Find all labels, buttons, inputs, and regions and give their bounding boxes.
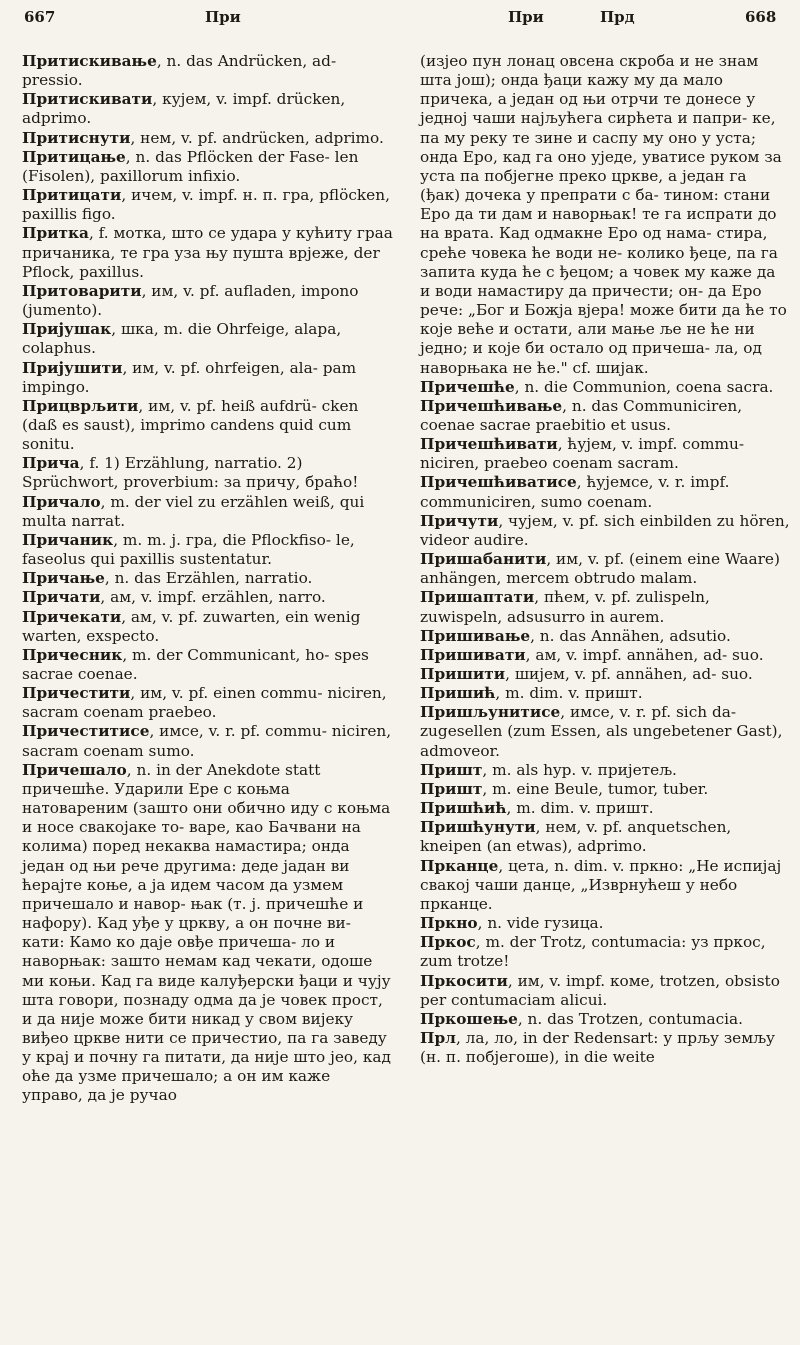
entry-body: , шијем, v. pf. annähen, ad- suo. xyxy=(505,665,753,683)
dictionary-entry xyxy=(22,148,394,186)
dictionary-entry xyxy=(22,684,394,722)
entry-body: , m. der Communicant, ho- spes sacrae coenae. xyxy=(22,645,369,683)
headword: Притиснути xyxy=(22,128,131,147)
headword: Пришљунитисе xyxy=(420,703,561,722)
dictionary-entry xyxy=(420,627,790,646)
entry-body: , n. das Annähen, adsutio. xyxy=(530,626,731,645)
headword: Притискивати xyxy=(22,90,153,109)
entry-body: (изјео пун лонац овсена скроба и не знам шта још); онда ђаци кажу му да мало причека, а један од њи отрчи те донесе у једној чаши најљућега сирћета и папри- ке, па му реку те зине и саспу му оно у уста; онда Еро, кад га оно уједе, уватисе руком за уста па побјегне преко цркве, а један га (ђак) дочека у препрати с ба- тином: стани Еро да ти дам и наворњак! те га испрати до на врата. Кад одмакне Еро од нама- стира, среће човека ће води не- колико ђеце, па га запита куда ће с ђецом; а човек му каже да и води намастиру да причести; он- да Еро рече: „Бог и Божја вјера! може бити да ће то које веће и остати, али мање ље не ће ни једно; и које би остало од причеша- ла, од наворњака не ће." cf. шијак. xyxy=(420,52,787,377)
entry-body: , шка, m. die Ohrfeige, alapa, colaphus. xyxy=(22,320,342,358)
entry-body: , имсе, v. r. pf. commu- niciren, sacram coenam sumo. xyxy=(22,722,392,760)
dictionary-entry xyxy=(22,52,394,90)
dictionary-entry xyxy=(22,129,394,148)
headword: Прканце xyxy=(420,856,499,875)
dictionary-entry xyxy=(420,512,790,550)
dictionary-entry xyxy=(420,799,790,818)
dictionary-entry xyxy=(420,550,790,588)
headword: Пришити xyxy=(420,665,506,683)
entry-body: , им, v. impf. коме, trotzen, obsisto per contumaciam alicui. xyxy=(420,971,780,1009)
headword: Пркос xyxy=(420,933,476,952)
headword: Пришћунути xyxy=(420,818,536,837)
entry-body: , m. dim. v. пришт. xyxy=(506,799,654,818)
header-left-catchword: При xyxy=(205,8,241,26)
entry-body: , n. das Erzählen, narratio. xyxy=(104,569,313,588)
dictionary-entry xyxy=(22,569,394,588)
headword: Пришивање xyxy=(420,626,531,645)
entry-body: , m. eine Beule, tumor, tuber. xyxy=(482,779,709,798)
entry-body: , n. das Trotzen, contumacia. xyxy=(517,1009,744,1028)
headword: Причешћивање xyxy=(420,396,563,415)
dictionary-entry xyxy=(22,588,394,607)
entry-body: , f. мотка, што се удара у кућиту граа причаника, те гра уза њу пушта врјеже, der Pflock, paxillus. xyxy=(22,224,393,281)
dictionary-entry xyxy=(420,857,790,914)
dictionary-entry xyxy=(22,761,394,1106)
entry-body: , кујем, v. impf. drücken, adprimo. xyxy=(22,90,346,128)
entry-body: , ам, v. pf. zuwarten, ein wenig warten, exspecto. xyxy=(22,607,361,645)
headword: Пришабанити xyxy=(420,550,547,569)
entry-body: , m. dim. v. пришт. xyxy=(495,684,643,703)
dictionary-entry xyxy=(22,90,394,128)
entry-body: , имсе, v. r. pf. sich da- zugesellen (zum Essen, als ungebetener Gast), admoveor. xyxy=(420,703,783,760)
entry-body: , ћујемсе, v. r. impf. communiciren, sumo coenam. xyxy=(420,473,730,511)
entry-body: , ам, v. impf. annähen, ad- suo. xyxy=(525,645,764,664)
entry-body: , им, v. pf. aufladen, impono (jumento). xyxy=(22,281,359,320)
headword: Пришић xyxy=(420,684,496,703)
entry-body: , n. vide гузица. xyxy=(477,914,604,933)
headword: Причало xyxy=(22,492,101,511)
headword: Причање xyxy=(22,569,105,588)
entry-body: , им, v. pf. (einem eine Waare) anhängen, mercem obtrudo malam. xyxy=(420,550,780,588)
headword: Пријушак xyxy=(22,320,112,339)
headword: Пријушити xyxy=(22,358,123,377)
entry-body: , ла, ло, in der Redensart: у прљу земљу (н. п. побјегоше), in die weite xyxy=(420,1028,776,1067)
dictionary-entry xyxy=(420,933,790,971)
headword: Пришт xyxy=(420,760,483,779)
headword: Причесник xyxy=(22,645,123,664)
dictionary-entry xyxy=(420,1010,790,1029)
dictionary-entry-continuation xyxy=(420,52,790,378)
entry-body: , n. das Communiciren, coenae sacrae praebitio et usus. xyxy=(420,396,743,434)
dictionary-entry xyxy=(420,780,790,799)
entry-body: , n. das Pflöcken der Fase- len (Fisolen), paxillorum infixio. xyxy=(22,147,359,185)
dictionary-entry xyxy=(420,473,790,511)
dictionary-entry xyxy=(420,378,790,397)
headword: Притицати xyxy=(22,186,122,205)
dictionary-entry xyxy=(22,454,394,492)
headword: Пришаптати xyxy=(420,588,535,607)
header-right-catchword-1: При xyxy=(508,8,544,26)
headword: Причешало xyxy=(22,760,127,779)
headword: Причаник xyxy=(22,530,114,549)
headword: Причати xyxy=(22,588,101,607)
entry-body: , n. das Andrücken, ad- pressio. xyxy=(22,52,337,90)
dictionary-entry xyxy=(420,665,790,684)
header-right-page-number: 668 xyxy=(745,8,777,26)
dictionary-entry xyxy=(22,646,394,684)
entry-body: , нем, v. pf. andrücken, adprimo. xyxy=(130,128,384,147)
headword: Причестити xyxy=(22,684,131,703)
dictionary-entry xyxy=(22,397,394,454)
entry-body: , m. der viel zu erzählen weiß, qui multa narrat. xyxy=(22,492,365,530)
entry-body: , пћем, v. pf. zulispeln, zuwispeln, adsusurro in aurem. xyxy=(420,588,710,626)
left-column xyxy=(22,52,394,1106)
headword: Пришћић xyxy=(420,799,507,818)
dictionary-entry xyxy=(22,359,394,397)
dictionary-entry xyxy=(420,435,790,473)
dictionary-entry xyxy=(420,588,790,626)
dictionary-entry xyxy=(22,282,394,320)
headword: Пришт xyxy=(420,779,483,798)
dictionary-entry xyxy=(420,1029,790,1067)
dictionary-entry xyxy=(420,703,790,760)
dictionary-entry xyxy=(420,818,790,856)
headword: Пркошење xyxy=(420,1009,518,1028)
headword: Прицврљити xyxy=(22,396,139,415)
headword: Пришивати xyxy=(420,645,526,664)
headword: Пркосити xyxy=(420,971,508,990)
entry-body: , ичем, v. impf. н. п. гра, pflöcken, paxillis figo. xyxy=(22,186,390,224)
entry-body: , чујем, v. pf. sich einbilden zu hören, videor audire. xyxy=(420,511,790,549)
entry-body: , ам, v. impf. erzählen, narro. xyxy=(100,588,326,607)
dictionary-entry xyxy=(420,914,790,933)
headword: Причешћивати xyxy=(420,435,558,454)
dictionary-entry xyxy=(22,224,394,281)
dictionary-entry xyxy=(420,646,790,665)
headword: Притискивање xyxy=(22,52,157,70)
entry-body: , цета, n. dim. v. пркно: „Не испијај свакој чаши данце, „Изврнућеш у небо прканце. xyxy=(420,856,782,913)
entry-body: , m. m. j. гра, die Pflockfiso- le, faseolus qui paxillis sustentatur. xyxy=(22,530,355,569)
headword: Притицање xyxy=(22,147,126,166)
entry-body: , n. die Communion, coena sacra. xyxy=(514,377,774,396)
dictionary-entry xyxy=(420,761,790,780)
dictionary-entry xyxy=(22,493,394,531)
headword: Пркно xyxy=(420,914,478,933)
dictionary-entry xyxy=(420,684,790,703)
headword: Прича xyxy=(22,454,80,473)
dictionary-entry xyxy=(420,397,790,435)
dictionary-entry xyxy=(22,320,394,358)
entry-body: , f. 1) Erzählung, narratio. 2) Sprüchwort, proverbium: за причу, браћо! xyxy=(22,454,359,492)
entry-body: , им, v. pf. einen commu- niciren, sacram coenam praebeo. xyxy=(22,684,387,722)
right-column xyxy=(420,52,790,1067)
headword: Притка xyxy=(22,224,89,243)
dictionary-entry xyxy=(420,972,790,1010)
headword: Причути xyxy=(420,511,499,530)
header-left-page-number: 667 xyxy=(24,8,56,26)
entry-body: , нем, v. pf. anquetschen, kneipen (an etwas), adprimo. xyxy=(420,818,732,856)
headword: Прл xyxy=(420,1028,456,1047)
entry-body: , m. der Trotz, contumacia: уз пркос, zum trotze! xyxy=(420,933,766,971)
entry-body: , им, v. pf. ohrfeigen, ala- pam impingo. xyxy=(22,358,357,396)
dictionary-entry xyxy=(22,608,394,646)
entry-body: , ћујем, v. impf. commu- niciren, praebeo coenam sacram. xyxy=(420,435,745,473)
headword: Причешће xyxy=(420,377,515,396)
headword: Причекати xyxy=(22,607,122,626)
entry-body: , n. in der Anekdote statt причешће. Ударили Ере с коњма натовареним (зашто они обично иду с коњма и носе свакојаке то- варе, као Бачвани на колима) поред некаква намастира; онда један од њи рече другима: деде јадан ви ћерајте коње, а ја идем часом да узмем причешало и навор- њак (т. ј. причешће и нафору). Кад уђе у цркву, а он почне ви- кати: Камо ко даје овђе причеша- ло и наворњак: зашто немам кад чекати, одоше ми коњи. Кад га виде калуђерски ђаци и чују шта говори, познаду одма да је човек прост, и да није може бити никад у свом вијеку виђео цркве нити се причестио, па га заведу у крај и почну га питати, да није што јео, кад оће да узме причешало; а он им каже управо, да је ручао xyxy=(22,760,391,1105)
dictionary-entry xyxy=(22,531,394,569)
header-right-catchword-2: Прд xyxy=(600,8,635,26)
dictionary-entry xyxy=(22,722,394,760)
headword: Причеститисе xyxy=(22,722,150,741)
entry-body: , m. als hyp. v. пријетељ. xyxy=(482,760,677,779)
headword: Причешћиватисе xyxy=(420,473,577,492)
headword: Притоварити xyxy=(22,281,142,300)
dictionary-entry xyxy=(22,186,394,224)
entry-body: , им, v. pf. heiß aufdrü- cken (daß es saust), imprimo candens quid cum sonitu. xyxy=(22,396,359,454)
